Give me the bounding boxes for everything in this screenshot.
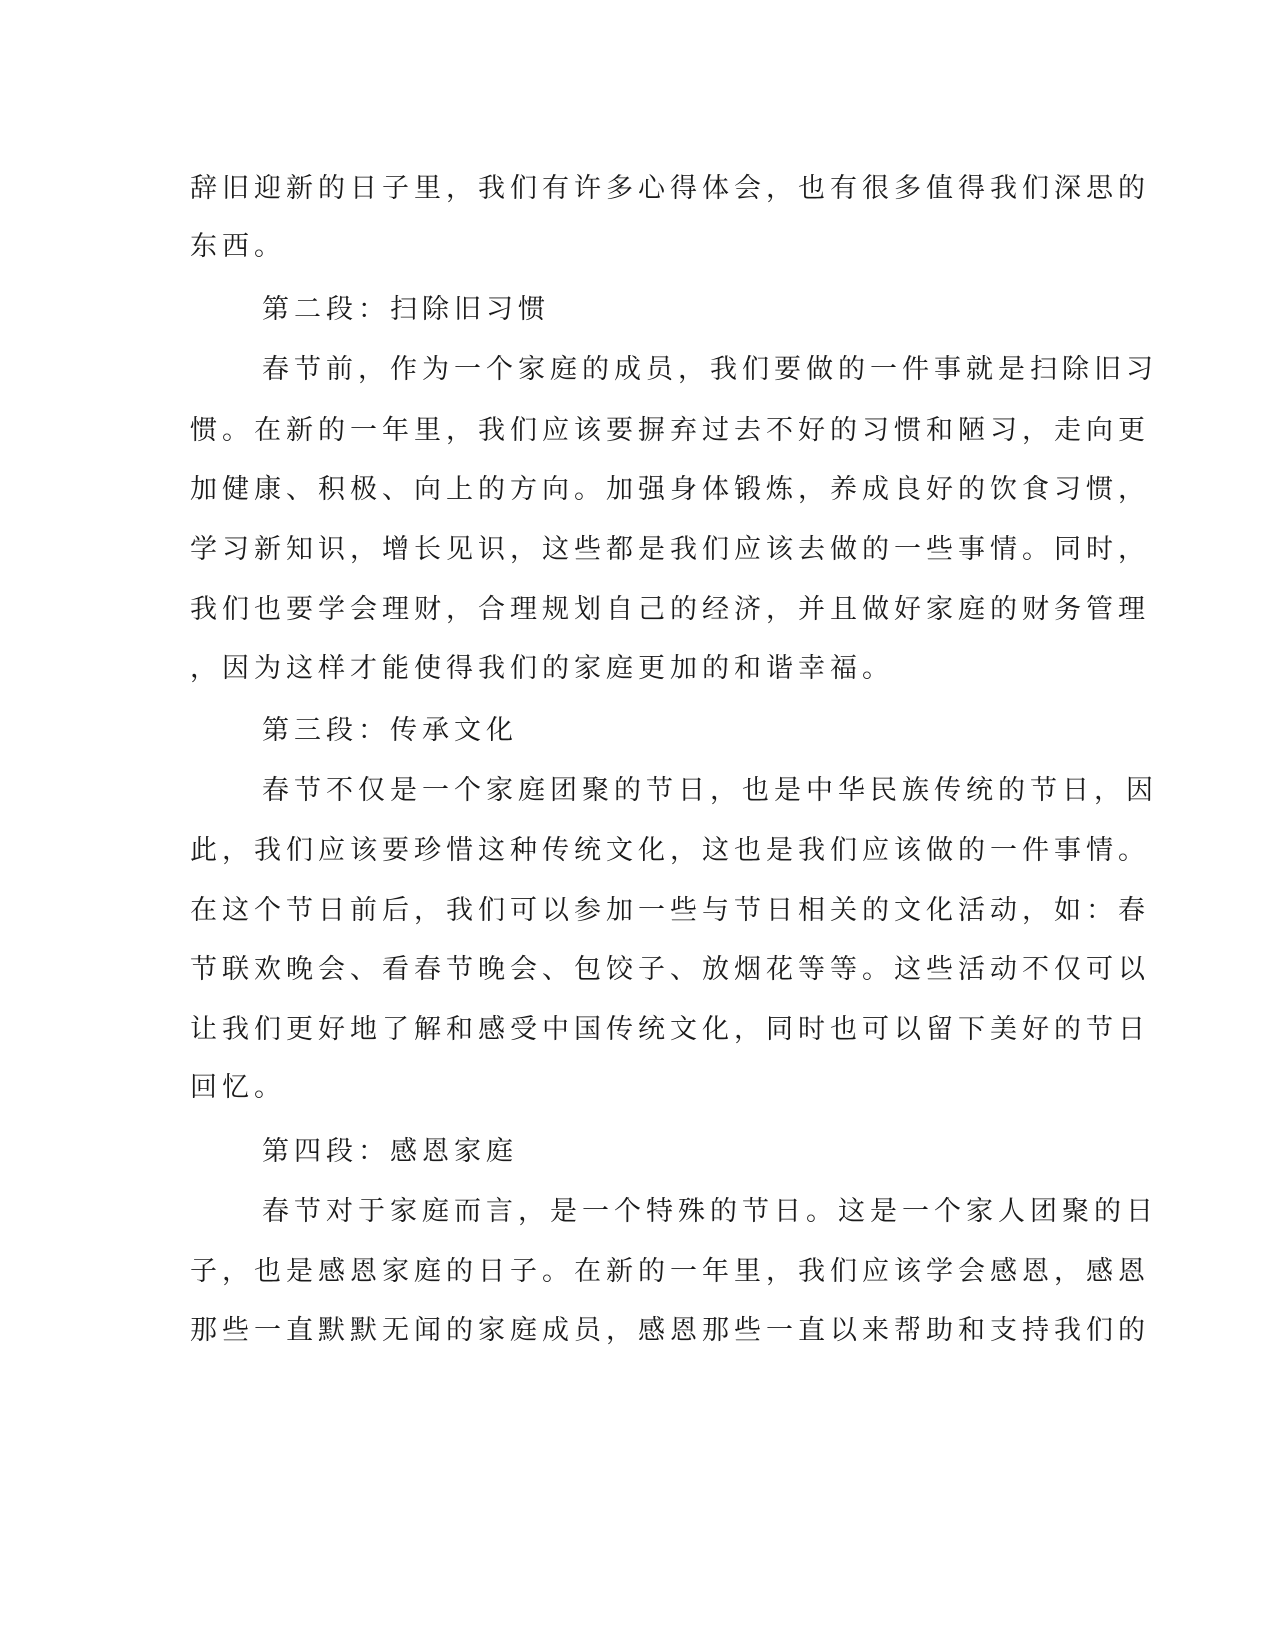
text-line: 我们也要学会理财，合理规划自己的经济，并且做好家庭的财务管理 [190,594,1150,625]
text-line: 春节不仅是一个家庭团聚的节日，也是中华民族传统的节日，因 [262,775,1158,806]
text-line: 节联欢晚会、看春节晚会、包饺子、放烟花等等。这些活动不仅可以 [190,954,1150,985]
text-line: 东西。 [190,231,286,262]
text-line: 在这个节日前后，我们可以参加一些与节日相关的文化活动，如：春 [190,895,1150,926]
text-line: 加健康、积极、向上的方向。加强身体锻炼，养成良好的饮食习惯， [190,474,1150,505]
text-line: 学习新知识，增长见识，这些都是我们应该去做的一些事情。同时， [190,534,1150,565]
text-line: 辞旧迎新的日子里，我们有许多心得体会，也有很多值得我们深思的 [190,173,1150,204]
text-line: ，因为这样才能使得我们的家庭更加的和谐幸福。 [190,653,894,684]
section-heading: 第二段：扫除旧习惯 [262,294,550,325]
text-line: 春节对于家庭而言，是一个特殊的节日。这是一个家人团聚的日 [262,1196,1158,1227]
text-line: 那些一直默默无闻的家庭成员，感恩那些一直以来帮助和支持我们的 [190,1315,1150,1346]
text-line: 此，我们应该要珍惜这种传统文化，这也是我们应该做的一件事情。 [190,835,1150,866]
text-line: 春节前，作为一个家庭的成员，我们要做的一件事就是扫除旧习 [262,354,1158,385]
text-line: 让我们更好地了解和感受中国传统文化，同时也可以留下美好的节日 [190,1014,1150,1045]
text-line: 惯。在新的一年里，我们应该要摒弃过去不好的习惯和陋习，走向更 [190,415,1150,446]
section-heading: 第三段：传承文化 [262,715,518,746]
text-line: 回忆。 [190,1072,286,1103]
text-line: 子，也是感恩家庭的日子。在新的一年里，我们应该学会感恩，感恩 [190,1256,1150,1287]
section-heading: 第四段：感恩家庭 [262,1136,518,1167]
